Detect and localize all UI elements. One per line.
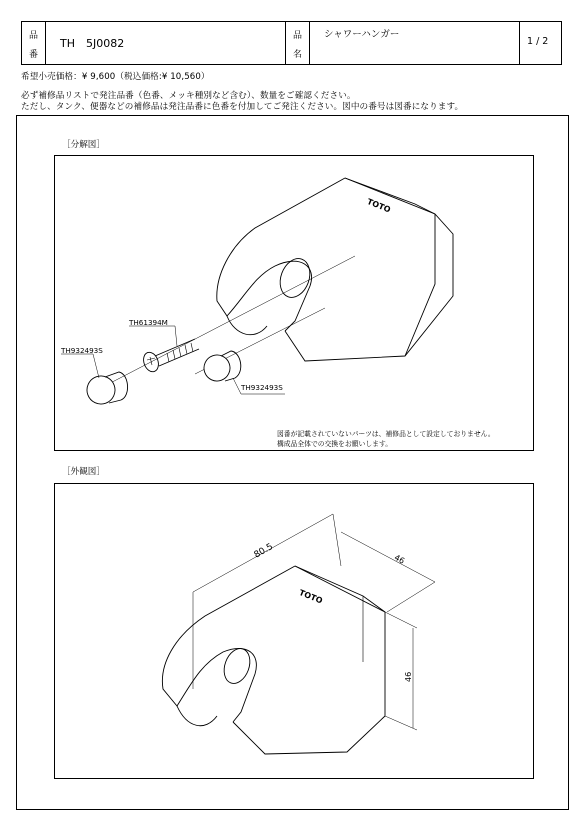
hinban-label-2: 番: [28, 50, 38, 60]
dim-height-text: 46: [404, 671, 413, 682]
dim-depth-ext: [387, 582, 435, 612]
dim-height-ext-bottom: [385, 716, 417, 730]
exterior-brand-logo: TOTO: [297, 588, 324, 606]
exterior-bottom-curve: [177, 706, 217, 726]
exploded-view-drawing: [55, 156, 535, 452]
hinban-value-cell: [46, 22, 286, 64]
hanger-side-outline: [217, 178, 345, 331]
hanger-bottom-curve: [227, 316, 267, 335]
part-label-th61394m: TH61394M: [129, 318, 168, 327]
product-name: シャワーハンガー: [324, 29, 400, 40]
exploded-brand-logo: TOTO: [365, 197, 392, 215]
dim-height-ext-top: [385, 612, 417, 628]
screw-shaft: [155, 339, 199, 366]
part-label-right-cap: TH932493S: [241, 383, 283, 392]
hinmei-label-2: 名: [292, 50, 302, 60]
note-line-1: 必ず補修品リストで発注品番（色番、メッキ種別など含む）、数量をご確認ください。: [21, 91, 356, 101]
hinban-label-1: 品: [28, 31, 38, 41]
hinmei-label-cell: [286, 22, 310, 64]
note-line-2: ただし、タンク、便器などの補修品は発注品番に色番を付加してご発注ください。図中の番号は図番になります。: [21, 102, 464, 112]
title-block: [21, 21, 562, 65]
hanger-front-edge: [405, 214, 435, 356]
left-cap-face: [83, 372, 119, 408]
exploded-note-2: 構成品全体での交換をお願いします。: [277, 440, 393, 448]
exterior-side-outline: [162, 566, 295, 722]
dim-depth-text: 46: [392, 553, 406, 566]
screw-cross-slot: [147, 357, 155, 365]
product-number: TH 5J0082: [60, 37, 125, 50]
leader-right-cap-rise: [233, 378, 241, 394]
hinmei-value-cell: [310, 22, 520, 64]
hinban-label-cell: [22, 22, 46, 64]
exterior-view-drawing: [55, 484, 535, 780]
hinmei-label-1: 品: [292, 31, 302, 41]
dim-depth-line: [341, 532, 435, 582]
dim-width-ext-right: [333, 514, 341, 566]
price-line: 希望小売価格：¥ 9,600（税込価格:¥ 10,560）: [21, 72, 210, 82]
page-number: 1 / 2: [527, 36, 549, 47]
part-label-left-cap: TH932493S: [61, 346, 103, 355]
dim-width-text: 80.5: [252, 541, 275, 561]
exploded-view-label: ［分解図］: [62, 140, 105, 150]
leader-th61394m-drop: [175, 326, 177, 346]
exploded-note-1: 図番が記載されていないパーツは、補修品として設定しておりません。: [277, 430, 495, 438]
exterior-view-panel: [54, 483, 534, 779]
exploded-view-panel: [54, 155, 534, 451]
leader-left-cap-drop: [93, 354, 99, 378]
exterior-view-label: ［外観図］: [62, 467, 105, 477]
